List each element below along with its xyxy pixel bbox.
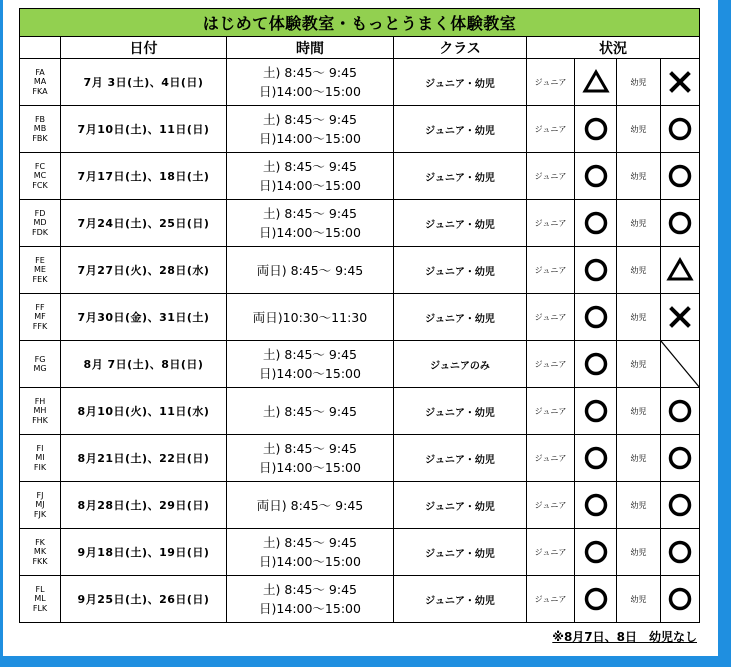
junior-status-cell xyxy=(575,529,617,576)
cross-mark-icon xyxy=(666,68,694,96)
table-row xyxy=(20,435,700,482)
class-cell: ジュニア・幼児 xyxy=(394,200,527,247)
time-slot: 土) 8:45～ 9:45 xyxy=(263,535,357,550)
class-cell: ジュニア・幼児 xyxy=(394,435,527,482)
course-code: FG xyxy=(34,354,46,364)
youji-label: 幼児 xyxy=(617,388,661,435)
youji-label: 幼児 xyxy=(617,482,661,529)
course-code: MF xyxy=(34,312,46,322)
time-cell xyxy=(227,106,394,153)
time-slot: 土) 8:45～ 9:45 xyxy=(263,112,357,127)
course-code: FEK xyxy=(32,274,48,284)
course-code-cell xyxy=(20,435,61,482)
course-code-cell xyxy=(20,576,61,623)
junior-status-cell xyxy=(575,106,617,153)
table-row xyxy=(20,59,700,106)
diagonal-slash-icon xyxy=(661,341,700,388)
course-code: MI xyxy=(35,453,45,463)
junior-label: ジュニア xyxy=(527,247,575,294)
youji-label: 幼児 xyxy=(617,341,661,388)
youji-label: 幼児 xyxy=(617,294,661,341)
date-cell: 7月 3日(土)、4日(日) xyxy=(61,59,227,106)
youji-status-cell xyxy=(661,106,700,153)
table-row xyxy=(20,200,700,247)
course-code: FI xyxy=(36,443,44,453)
time-slot: 両日) 8:45～ 9:45 xyxy=(256,262,364,278)
course-code: FKA xyxy=(32,86,48,96)
circle-mark-icon xyxy=(666,162,694,190)
junior-status-cell xyxy=(575,59,617,106)
course-code-cell xyxy=(20,482,61,529)
youji-label: 幼児 xyxy=(617,200,661,247)
course-code: FL xyxy=(35,584,45,594)
youji-label: 幼児 xyxy=(617,59,661,106)
youji-status-cell xyxy=(661,153,700,200)
youji-status-cell xyxy=(661,200,700,247)
course-code: FJK xyxy=(33,509,47,519)
date-cell: 8月28日(土)、29日(日) xyxy=(61,482,227,529)
class-cell: ジュニア・幼児 xyxy=(394,153,527,200)
time-slot: 日)14:00～15:00 xyxy=(259,178,361,193)
course-code: FHK xyxy=(32,415,48,425)
course-code: FF xyxy=(35,302,45,312)
class-cell: ジュニアのみ xyxy=(394,341,527,388)
course-code: FBK xyxy=(32,133,48,143)
class-cell: ジュニア・幼児 xyxy=(394,576,527,623)
class-cell: ジュニア・幼児 xyxy=(394,59,527,106)
course-code: MD xyxy=(33,218,47,228)
course-code: ME xyxy=(34,265,46,275)
course-code-cell xyxy=(20,106,61,153)
time-cell xyxy=(227,576,394,623)
time-cell xyxy=(227,294,394,341)
time-cell xyxy=(227,482,394,529)
circle-mark-icon xyxy=(666,585,694,613)
junior-label: ジュニア xyxy=(527,106,575,153)
junior-status-cell xyxy=(575,482,617,529)
junior-label: ジュニア xyxy=(527,435,575,482)
junior-status-cell xyxy=(575,388,617,435)
date-cell: 7月24日(土)、25日(日) xyxy=(61,200,227,247)
youji-label: 幼児 xyxy=(617,529,661,576)
footnote: ※8月7日、8日 幼児なし xyxy=(552,630,697,644)
junior-label: ジュニア xyxy=(527,529,575,576)
header-date: 日付 xyxy=(61,37,227,59)
circle-mark-icon xyxy=(666,491,694,519)
junior-status-cell xyxy=(575,247,617,294)
circle-mark-icon xyxy=(582,444,610,472)
date-cell: 9月18日(土)、19日(日) xyxy=(61,529,227,576)
youji-status-cell xyxy=(661,482,700,529)
time-cell xyxy=(227,153,394,200)
junior-label: ジュニア xyxy=(527,341,575,388)
course-code: MH xyxy=(33,406,47,416)
time-slot: 日)14:00～15:00 xyxy=(259,366,361,381)
header-status: 状況 xyxy=(527,37,700,59)
header-time: 時間 xyxy=(227,37,394,59)
course-code: FC xyxy=(34,161,46,171)
circle-mark-icon xyxy=(666,444,694,472)
time-slot: 土) 8:45～ 9:45 xyxy=(263,206,357,221)
time-slot: 両日) 8:45～ 9:45 xyxy=(256,497,364,513)
time-cell xyxy=(227,388,394,435)
time-cell xyxy=(227,341,394,388)
date-cell: 8月 7日(土)、8日(日) xyxy=(61,341,227,388)
date-cell: 7月17日(土)、18日(土) xyxy=(61,153,227,200)
table-row xyxy=(20,247,700,294)
time-slot: 土) 8:45～ 9:45 xyxy=(263,441,357,456)
time-slot: 土) 8:45～ 9:45 xyxy=(263,403,357,419)
date-cell: 8月21日(土)、22日(日) xyxy=(61,435,227,482)
time-slot: 日)14:00～15:00 xyxy=(259,225,361,240)
circle-mark-icon xyxy=(582,115,610,143)
youji-status-cell xyxy=(661,435,700,482)
class-cell: ジュニア・幼児 xyxy=(394,388,527,435)
circle-mark-icon xyxy=(582,256,610,284)
time-cell xyxy=(227,59,394,106)
course-code: MC xyxy=(33,171,47,181)
date-cell: 9月25日(土)、26日(日) xyxy=(61,576,227,623)
junior-label: ジュニア xyxy=(527,153,575,200)
time-cell xyxy=(227,529,394,576)
course-code: FH xyxy=(34,396,46,406)
youji-status-cell xyxy=(661,388,700,435)
header-code xyxy=(20,37,61,59)
course-code: FKK xyxy=(32,556,48,566)
table-row xyxy=(20,294,700,341)
class-cell: ジュニア・幼児 xyxy=(394,294,527,341)
course-code: MG xyxy=(33,364,47,373)
schedule-table xyxy=(19,8,700,623)
youji-status-cell xyxy=(661,294,700,341)
table-row xyxy=(20,341,700,388)
course-code-cell xyxy=(20,153,61,200)
time-slot: 土) 8:45～ 9:45 xyxy=(263,65,357,80)
course-code: FLK xyxy=(32,603,48,613)
time-slot: 日)14:00～15:00 xyxy=(259,601,361,616)
time-slot: 日)14:00～15:00 xyxy=(259,131,361,146)
circle-mark-icon xyxy=(666,538,694,566)
junior-label: ジュニア xyxy=(527,59,575,106)
circle-mark-icon xyxy=(666,397,694,425)
date-cell: 7月10日(土)、11日(日) xyxy=(61,106,227,153)
course-code: FFK xyxy=(32,321,48,331)
junior-status-cell xyxy=(575,200,617,247)
table-row xyxy=(20,576,700,623)
youji-status-cell xyxy=(661,59,700,106)
circle-mark-icon xyxy=(582,491,610,519)
youji-status-cell xyxy=(661,529,700,576)
junior-label: ジュニア xyxy=(527,388,575,435)
time-slot: 土) 8:45～ 9:45 xyxy=(263,347,357,362)
course-code: MB xyxy=(33,124,47,134)
course-code: FD xyxy=(34,208,46,218)
course-code-cell xyxy=(20,294,61,341)
table-row xyxy=(20,106,700,153)
course-code-cell xyxy=(20,247,61,294)
course-code-cell xyxy=(20,341,61,388)
date-cell: 7月27日(火)、28日(水) xyxy=(61,247,227,294)
junior-status-cell xyxy=(575,435,617,482)
junior-status-cell xyxy=(575,153,617,200)
junior-status-cell xyxy=(575,341,617,388)
circle-mark-icon xyxy=(582,397,610,425)
course-code: FIK xyxy=(33,462,47,472)
class-cell: ジュニア・幼児 xyxy=(394,106,527,153)
time-cell xyxy=(227,435,394,482)
class-cell: ジュニア・幼児 xyxy=(394,529,527,576)
table-row xyxy=(20,529,700,576)
course-code-cell xyxy=(20,200,61,247)
course-code: MA xyxy=(33,77,47,87)
header-row xyxy=(20,37,700,59)
course-code: MK xyxy=(33,547,47,557)
cross-mark-icon xyxy=(666,303,694,331)
date-cell: 7月30日(金)、31日(土) xyxy=(61,294,227,341)
course-code-cell xyxy=(20,388,61,435)
course-code: FE xyxy=(35,255,45,265)
course-code: FA xyxy=(35,67,45,77)
course-code: ML xyxy=(34,594,46,604)
circle-mark-icon xyxy=(582,585,610,613)
course-code-cell xyxy=(20,529,61,576)
youji-label: 幼児 xyxy=(617,153,661,200)
course-code: FK xyxy=(35,537,45,547)
course-code: FB xyxy=(34,114,46,124)
circle-mark-icon xyxy=(582,209,610,237)
table-row xyxy=(20,388,700,435)
triangle-mark-icon xyxy=(582,68,610,96)
time-cell xyxy=(227,247,394,294)
circle-mark-icon xyxy=(582,303,610,331)
time-slot: 土) 8:45～ 9:45 xyxy=(263,582,357,597)
junior-label: ジュニア xyxy=(527,200,575,247)
time-cell xyxy=(227,200,394,247)
circle-mark-icon xyxy=(582,350,610,378)
class-cell: ジュニア・幼児 xyxy=(394,247,527,294)
circle-mark-icon xyxy=(666,115,694,143)
course-code: MJ xyxy=(35,500,45,510)
class-cell: ジュニア・幼児 xyxy=(394,482,527,529)
time-slot: 土) 8:45～ 9:45 xyxy=(263,159,357,174)
triangle-mark-icon xyxy=(666,256,694,284)
header-class: クラス xyxy=(394,37,527,59)
youji-status-cell xyxy=(661,247,700,294)
circle-mark-icon xyxy=(582,162,610,190)
youji-label: 幼児 xyxy=(617,435,661,482)
time-slot: 日)14:00～15:00 xyxy=(259,460,361,475)
junior-label: ジュニア xyxy=(527,482,575,529)
circle-mark-icon xyxy=(666,209,694,237)
junior-label: ジュニア xyxy=(527,576,575,623)
frame-right-border xyxy=(718,0,731,667)
time-slot: 日)14:00～15:00 xyxy=(259,84,361,99)
table-title: はじめて体験教室・もっとうまく体験教室 xyxy=(20,9,700,37)
youji-label: 幼児 xyxy=(617,576,661,623)
course-code: FJ xyxy=(36,490,44,500)
frame-left-border xyxy=(0,0,3,667)
frame-bottom-border xyxy=(0,656,731,667)
title-row xyxy=(20,9,700,37)
junior-status-cell xyxy=(575,294,617,341)
youji-status-cell xyxy=(661,341,700,388)
date-cell: 8月10日(火)、11日(水) xyxy=(61,388,227,435)
circle-mark-icon xyxy=(582,538,610,566)
time-slot: 日)14:00～15:00 xyxy=(259,554,361,569)
course-code: FDK xyxy=(31,227,48,237)
time-slot: 両日)10:30～11:30 xyxy=(252,309,368,325)
junior-label: ジュニア xyxy=(527,294,575,341)
course-code-cell xyxy=(20,59,61,106)
youji-status-cell xyxy=(661,576,700,623)
youji-label: 幼児 xyxy=(617,106,661,153)
course-code: FCK xyxy=(32,180,48,190)
junior-status-cell xyxy=(575,576,617,623)
youji-label: 幼児 xyxy=(617,247,661,294)
table-row xyxy=(20,153,700,200)
table-row xyxy=(20,482,700,529)
